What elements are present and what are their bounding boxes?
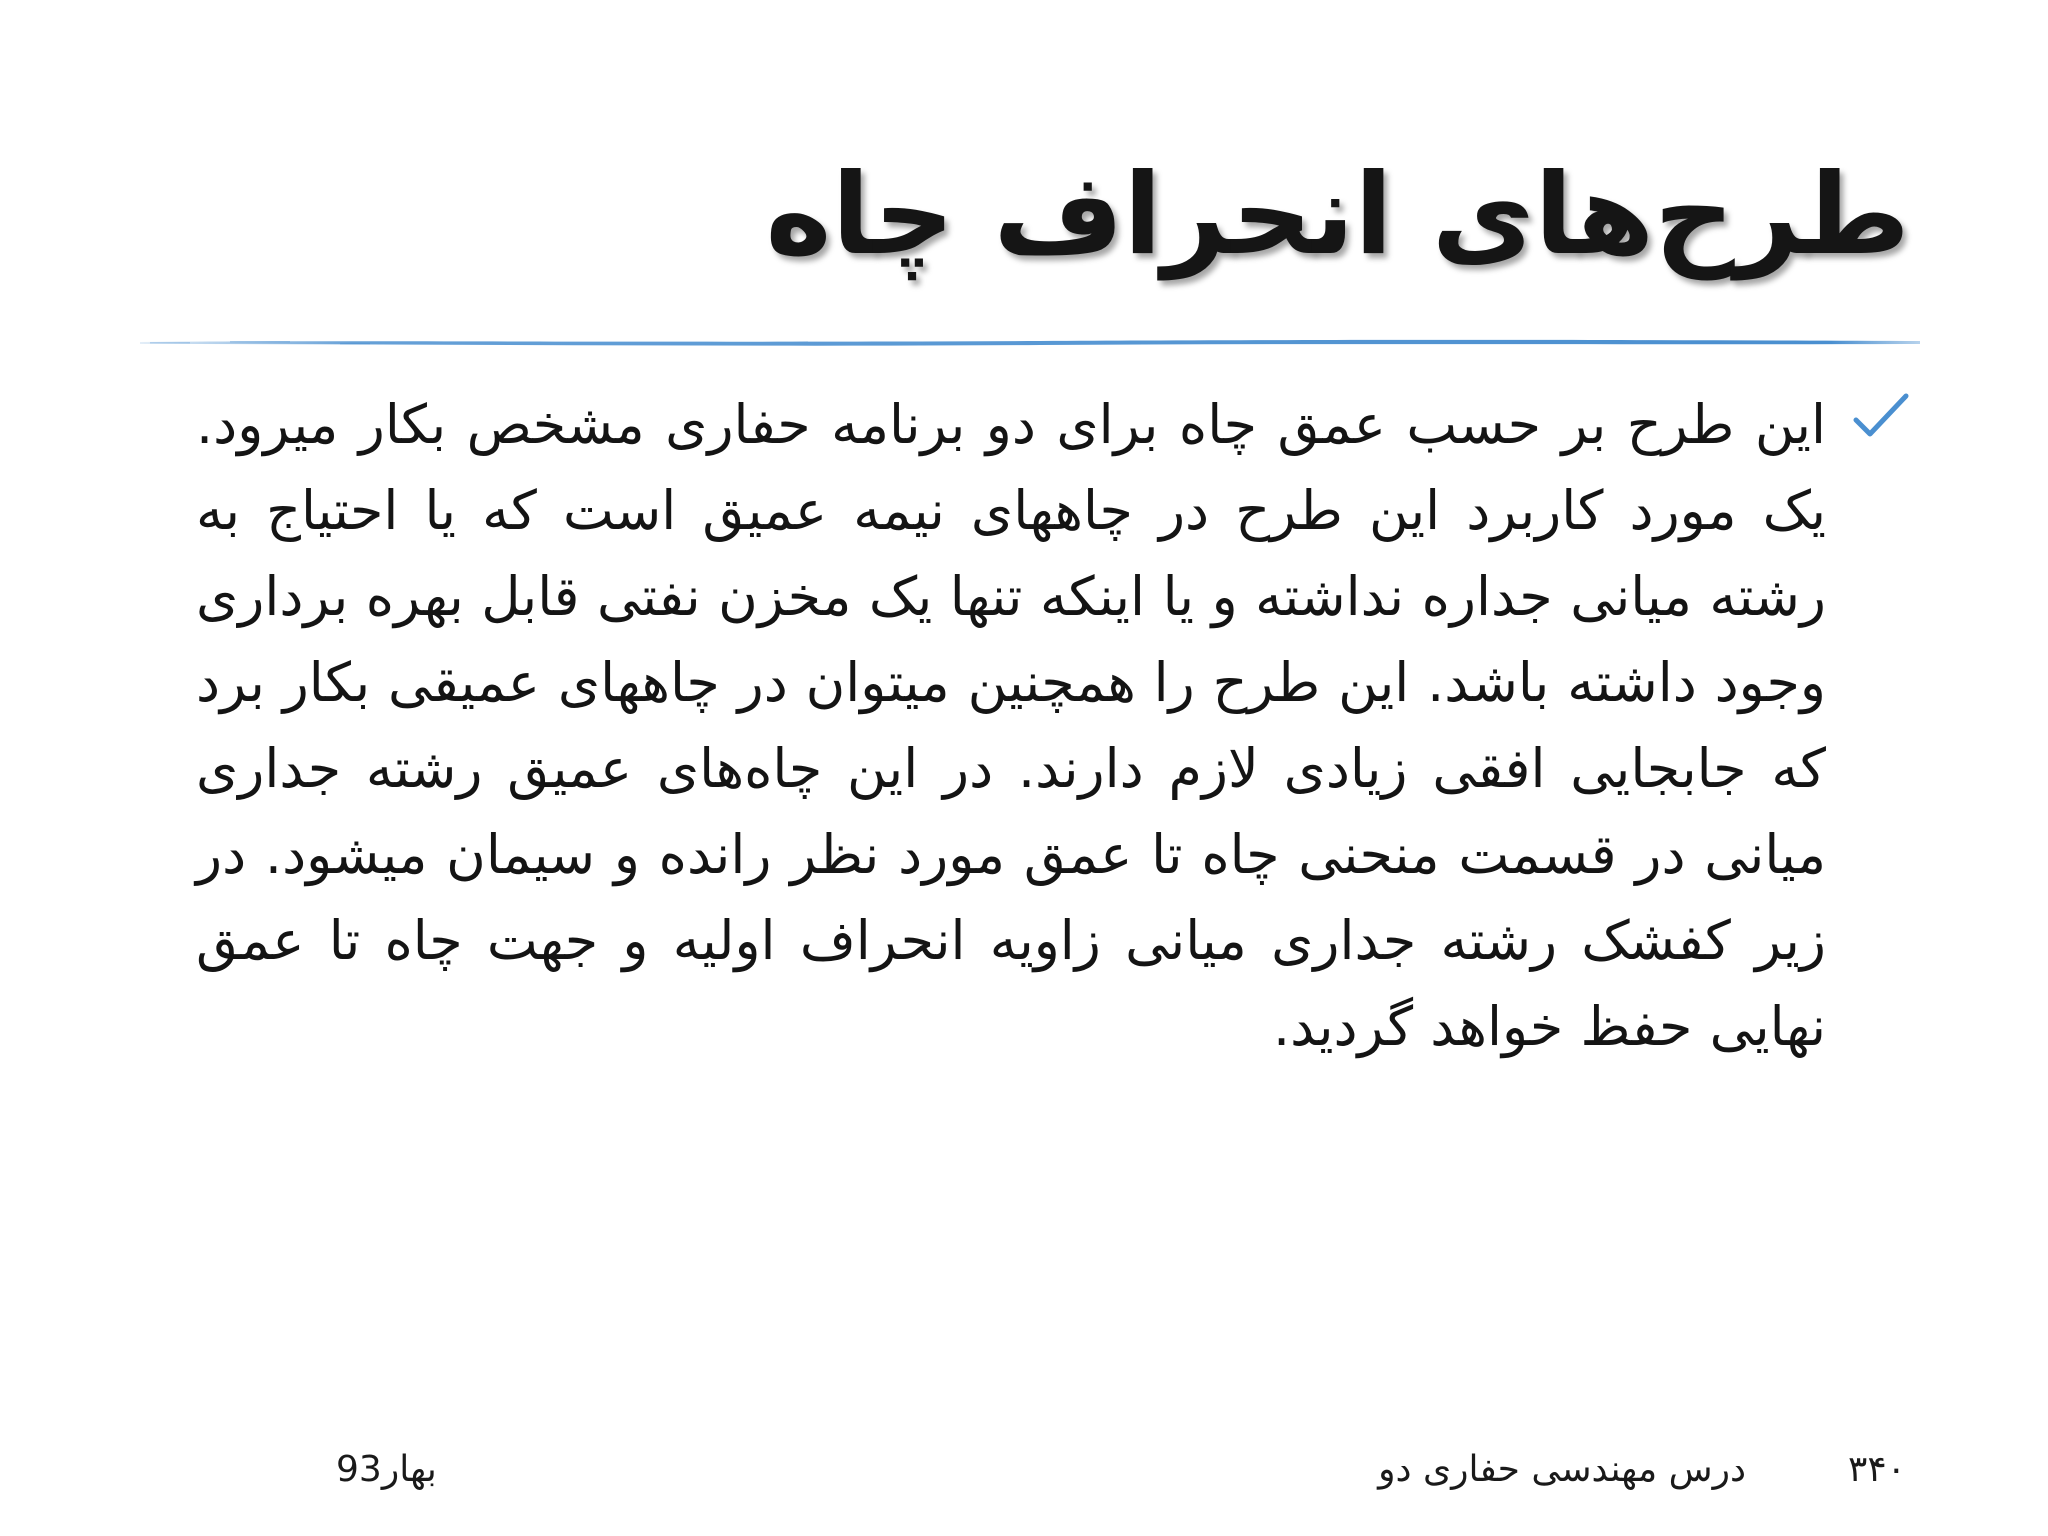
footer-term: بهار93	[336, 1449, 437, 1490]
title-underline-divider	[140, 337, 1920, 347]
footer-course-name: درس مهندسی حفاری دو	[1378, 1449, 1746, 1490]
bullet-item	[190, 382, 1910, 1082]
slide-title: طرح‌های انحراف چاه	[765, 150, 1910, 280]
footer-page-number: ۳۴۰	[1847, 1449, 1906, 1490]
brush-stroke-line	[140, 337, 1920, 347]
check-mark-icon	[1852, 390, 1910, 442]
bullet-text: این طرح بر حسب عمق چاه برای دو برنامه حفاری مشخص بکار میرود. یک مورد کاربرد این طرح در چاههای نیمه عمیق است که یا احتیاج به رشته میانی جداره نداشته و یا اینکه تنها یک مخزن نفتی قابل بهره برداری وجود داشته باشد. این طرح را همچنین میتوان در چاههای عمیقی بکار برد که جابجایی افقی زیادی لازم دارند. در این چاه‌های عمیق رشته جداری میانی در قسمت منحنی چاه تا عمق مورد نظر رانده و سیمان میشود. در زیر کفشک رشته جداری میانی زاویه انحراف اولیه و جهت چاه تا عمق نهایی حفظ خواهد گردید.	[196, 393, 1826, 1058]
